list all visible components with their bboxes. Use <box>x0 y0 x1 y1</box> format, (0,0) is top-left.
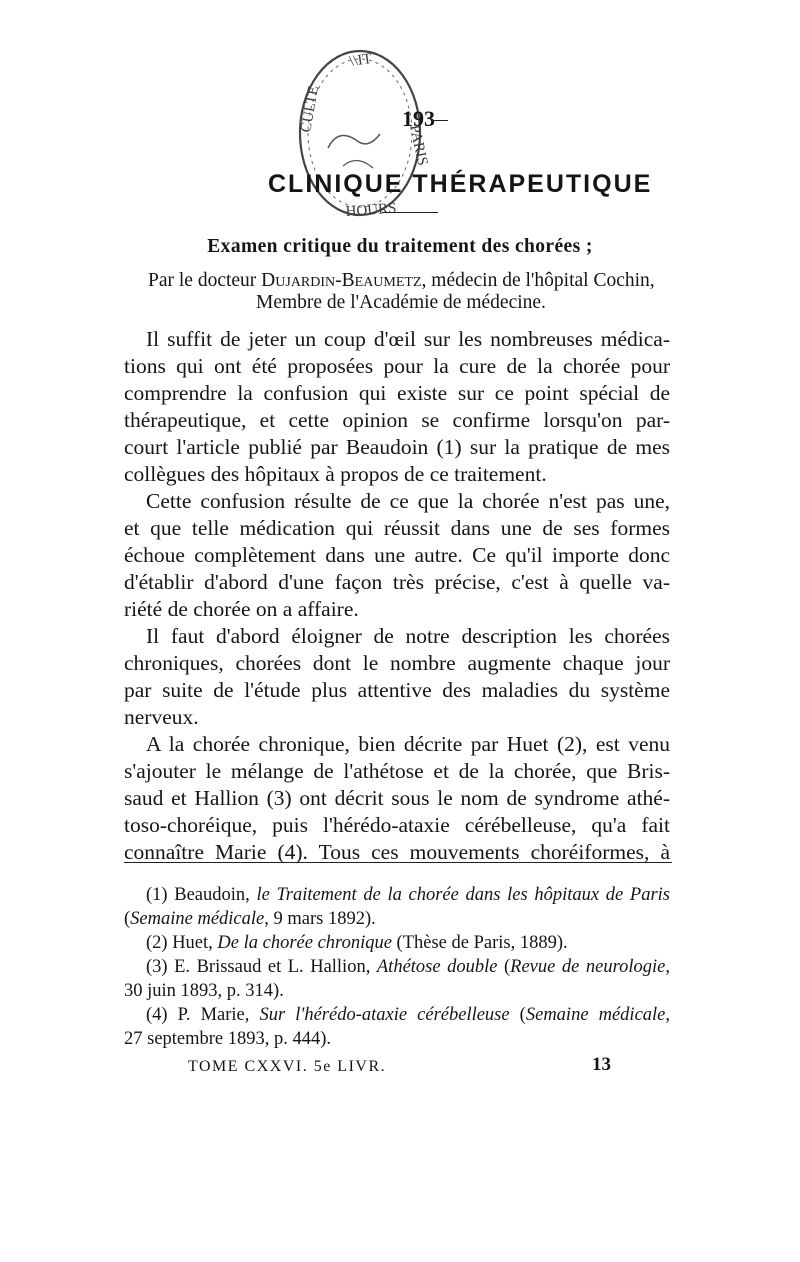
body-line: tions qui ont été proposées pour la cure de la chorée pour <box>124 354 670 378</box>
body-line: s'ajouter le mélange de l'athétose et de la chorée, que Bris- <box>124 759 670 783</box>
footnote-1-paren: ( <box>124 909 131 929</box>
byline-affiliation: , médecin de l'hôpital Cochin, <box>421 270 655 291</box>
body-line: échoue complètement dans une autre. Ce qu'il importe donc <box>124 543 670 567</box>
body-line: Il faut d'abord éloigner de notre description les chorées <box>146 624 670 648</box>
svg-text:HOURS: HOURS <box>345 200 398 220</box>
stamp-oval-icon <box>288 38 438 228</box>
header-rule-right <box>434 120 448 121</box>
footnote-4 <box>146 1004 670 1026</box>
footnote-3-comma: , <box>665 957 670 977</box>
footnote-3-journal: Revue de neurologie <box>510 957 666 977</box>
svg-text:CULTE: CULTE <box>298 84 323 134</box>
article-title: Examen critique du traitement des chorées ; <box>207 236 593 257</box>
footnote-3-continued: 30 juin 1893, p. 314). <box>124 981 284 1001</box>
svg-text:PARIS: PARIS <box>406 123 431 168</box>
gathering-number: 13 <box>592 1054 611 1075</box>
library-stamp <box>288 38 438 228</box>
footnote-4-journal: Semaine médicale <box>525 1005 666 1025</box>
footnote-4-author: (4) P. Marie, <box>146 1005 260 1025</box>
body-line: thérapeutique, et cette opinion se confirme lorsqu'on par- <box>124 408 670 432</box>
footnote-2-author: (2) Huet, <box>146 933 218 953</box>
body-line: court l'article publié par Beaudoin (1) sur la pratique de mes <box>124 435 670 459</box>
footnote-3 <box>146 956 670 978</box>
footnote-1-date: , 9 mars 1892). <box>264 909 376 929</box>
footnote-1-continued <box>124 908 376 930</box>
body-line: Il suffit de jeter un coup d'œil sur les nombreuses médica- <box>146 327 670 351</box>
footnote-1 <box>146 884 670 906</box>
body-line: toso-choréique, puis l'hérédo-ataxie cérébelleuse, qu'a fait <box>124 813 670 837</box>
footnote-4-title: Sur l'hérédo-ataxie cérébelleuse <box>259 1005 510 1025</box>
footnote-3-title: Athétose double <box>376 957 498 977</box>
body-line: d'établir d'abord d'une façon très précise, c'est à quelle va- <box>124 570 670 594</box>
byline-prefix: Par le docteur <box>148 270 262 291</box>
footnote-1-title: le Traitement de la chorée dans les hôpitaux de Paris <box>256 885 670 905</box>
footnote-3-paren: ( <box>497 957 511 977</box>
byline-membership: Membre de l'Académie de médecine. <box>256 292 546 313</box>
body-line: et que telle médication qui réussit dans une de ses formes <box>124 516 670 540</box>
body-line: comprendre la confusion qui existe sur ce point spécial de <box>124 381 670 405</box>
heading-underline <box>382 212 438 213</box>
footnote-1-journal: Semaine médicale <box>130 909 265 929</box>
page-number: 193 <box>402 106 435 131</box>
footnote-2-title: De la chorée chronique <box>217 933 392 953</box>
body-line: saud et Hallion (3) ont décrit sous le nom de syndrome athé- <box>124 786 670 810</box>
footnote-4-continued: 27 septembre 1893, p. 444). <box>124 1029 332 1049</box>
body-line: Cette confusion résulte de ce que la chorée n'est pas une, <box>146 489 670 513</box>
footnote-4-paren: ( <box>509 1005 526 1025</box>
byline <box>148 270 655 292</box>
footnote-3-authors: (3) E. Brissaud et L. Hallion, <box>146 957 377 977</box>
svg-text:\\IT: \\IT <box>348 50 373 70</box>
section-heading: CLINIQUE THÉRAPEUTIQUE <box>268 170 653 198</box>
footnote-separator <box>124 862 672 863</box>
footnote-2 <box>146 932 568 954</box>
body-line: par suite de l'étude plus attentive des maladies du système <box>124 678 670 702</box>
body-line: collègues des hôpitaux à propos de ce traitement. <box>124 462 547 486</box>
body-line: chroniques, chorées dont le nombre augmente chaque jour <box>124 651 670 675</box>
volume-signature: TOME CXXVI. 5e LIVR. <box>188 1058 387 1075</box>
footnote-4-comma: , <box>665 1005 671 1025</box>
body-line: A la chorée chronique, bien décrite par Huet (2), est venu <box>146 732 670 756</box>
footnote-2-source: (Thèse de Paris, 1889). <box>391 933 568 953</box>
body-line: riété de chorée on a affaire. <box>124 597 359 621</box>
author-name: Dujardin-Beaumetz <box>261 270 422 291</box>
body-line: nerveux. <box>124 705 199 729</box>
footnote-1-author: (1) Beaudoin, <box>146 885 257 905</box>
body-line: connaître Marie (4). Tous ces mouvements choréiformes, à <box>124 840 670 864</box>
